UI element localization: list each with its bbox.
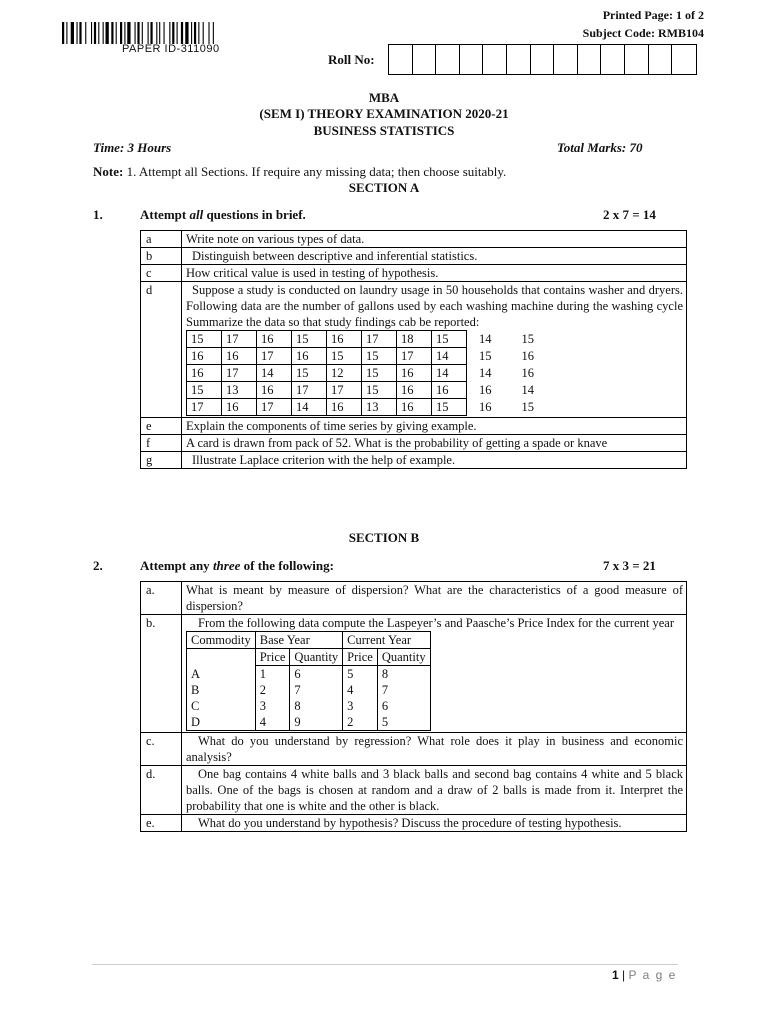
index-value: 3 (347, 699, 354, 713)
roll-digit-box[interactable] (578, 45, 602, 74)
data-cell: 15 (187, 331, 222, 348)
data-cell: 17 (187, 399, 222, 416)
data-cell: 16 (521, 348, 534, 363)
index-value: C (191, 698, 200, 713)
subject-code: Subject Code: RMB104 (582, 26, 704, 40)
page-word: P a g e (628, 968, 677, 982)
question-row-d: d. One bag contains 4 white balls and 3 black balls and second bag contains 4 white and 5 black balls. One of the bags is chosen at random and a draw of 2 balls is made from it. Interpret the probability that one is white and the other is black. (141, 766, 687, 815)
total-marks: Total Marks: 70 (557, 140, 643, 155)
index-value: 4 (259, 715, 266, 729)
index-value: 6 (294, 667, 301, 681)
program-title: MBA (368, 90, 400, 105)
question-text: What do you understand by regression? What role does it play in business and economic analysis? (182, 733, 687, 766)
col-base-quantity: Quantity (290, 649, 343, 666)
index-value: 3 (259, 699, 266, 713)
index-value: 8 (381, 667, 389, 681)
question-text: Suppose a study is conducted on laundry usage in 50 households that contains washer and dryers. Following data are the number of gallons used by each washing machine during the washing cycle Summarize the data so that study findings cab be reported: (186, 283, 683, 329)
data-cell: 15 (362, 348, 397, 365)
data-cell: 13 (222, 382, 257, 399)
index-value: 5 (347, 667, 354, 681)
data-cell: 16 (327, 331, 362, 348)
index-value: 7 (294, 683, 301, 697)
question-text: From the following data compute the Laspeyer’s and Paasche’s Price Index for the current year (198, 616, 674, 630)
index-value: 5 (381, 715, 389, 729)
question-1-marks: 2 x 7 = 14 (603, 207, 656, 222)
data-cell: 15 (432, 399, 467, 416)
index-value: 2 (259, 683, 266, 697)
col-current-price: Price (343, 649, 378, 666)
price-index-table (186, 631, 431, 731)
data-row (187, 331, 552, 348)
index-value: 6 (381, 699, 389, 713)
data-cell: 16 (397, 399, 432, 416)
question-row-c: c How critical value is used in testing of hypothesis. (141, 265, 687, 282)
roll-digit-box[interactable] (483, 45, 507, 74)
col-commodity: Commodity (187, 632, 256, 649)
data-cell: 14 (432, 365, 467, 382)
index-value: 9 (294, 715, 301, 729)
question-text: Explain the components of time series by giving example. (182, 418, 687, 435)
roll-digit-box[interactable] (413, 45, 437, 74)
question-text: Illustrate Laplace criterion with the help of example. (182, 452, 687, 469)
roll-digit-box[interactable] (507, 45, 531, 74)
data-cell: 17 (222, 331, 257, 348)
data-cell: 17 (397, 348, 432, 365)
roll-digit-box[interactable] (601, 45, 625, 74)
col-base-price: Price (255, 649, 290, 666)
data-cell: 15 (362, 365, 397, 382)
index-value: 1 (259, 667, 266, 681)
note (93, 164, 506, 180)
roll-digit-box[interactable] (554, 45, 578, 74)
question-text: One bag contains 4 white balls and 3 black balls and second bag contains 4 white and 5 black balls. One of the bags is chosen at random and a draw of 2 balls is made from it. Interpret the probability that one is white and the other is black. (182, 766, 687, 815)
question-row-e: e. What do you understand by hypothesis? Discuss the procedure of testing hypothesis. (141, 815, 687, 832)
page-number: 1 (612, 968, 619, 982)
data-cell: 17 (257, 348, 292, 365)
data-cell: 15 (187, 382, 222, 399)
roll-digit-box[interactable] (436, 45, 460, 74)
laundry-data-table (186, 330, 552, 416)
note-label: Note: (93, 164, 124, 179)
data-row (187, 382, 552, 399)
paper-id: PAPER ID-311090 (122, 43, 220, 55)
index-value: 8 (294, 699, 301, 713)
index-value: B (191, 682, 200, 697)
data-cell: 16 (222, 348, 257, 365)
exam-title: (SEM I) THEORY EXAMINATION 2020-21 (259, 106, 509, 121)
barcode (62, 22, 290, 44)
data-cell: 17 (222, 365, 257, 382)
data-cell: 15 (292, 331, 327, 348)
data-cell: 15 (479, 348, 492, 363)
data-row (187, 399, 552, 416)
question-text: Distinguish between descriptive and inferential statistics. (182, 248, 687, 265)
data-cell: 14 (257, 365, 292, 382)
page-footer (612, 968, 677, 982)
data-cell: 15 (327, 348, 362, 365)
question-row-b: b. From the following data compute the Laspeyer’s and Paasche’s Price Index for the current year Commodity Base Year Current Year Price Quantity Price Quantity A B C D 1 2 3 4 6 7 8 9 5 4 3 2 8 7 6 5 (141, 615, 687, 733)
question-row-c: c. What do you understand by regression? What role does it play in business and economic analysis? (141, 733, 687, 766)
data-cell: 15 (521, 331, 534, 346)
subject-title: BUSINESS STATISTICS (313, 123, 455, 138)
data-cell: 16 (432, 382, 467, 399)
roll-digit-box[interactable] (672, 45, 696, 74)
question-row-e: e Explain the components of time series by giving example. (141, 418, 687, 435)
roll-label: Roll No: (328, 52, 375, 67)
question-text: How critical value is used in testing of hypothesis. (182, 265, 687, 282)
index-value: A (191, 666, 201, 681)
data-cell: 16 (479, 399, 492, 414)
footer-separator: | (622, 968, 626, 982)
question-text: Write note on various types of data. (182, 231, 687, 248)
col-base-year: Base Year (255, 632, 342, 649)
index-value: 2 (347, 715, 354, 729)
question-1-heading: Attempt all questions in brief. (140, 207, 306, 222)
data-cell: 16 (292, 348, 327, 365)
data-cell: 15 (521, 399, 534, 414)
question-text: A card is drawn from pack of 52. What is the probability of getting a spade or knave (182, 435, 687, 452)
data-cell: 16 (187, 348, 222, 365)
index-value: 7 (381, 683, 389, 697)
data-cell: 16 (397, 365, 432, 382)
roll-digit-box[interactable] (649, 45, 673, 74)
data-row (187, 365, 552, 382)
question-2-heading: Attempt any three of the following: (140, 558, 334, 573)
question-2-number: 2. (93, 558, 103, 573)
data-cell: 17 (292, 382, 327, 399)
question-1-number: 1. (93, 207, 103, 222)
question-2-marks: 7 x 3 = 21 (603, 558, 656, 573)
data-cell: 16 (327, 399, 362, 416)
question-row-d: d Suppose a study is conducted on laundry usage in 50 households that contains washer and dryers. Following data are the number of gallons used by each washing machine during the washing cycle Summarize the data so that study findings cab be reported: 15 17 16 15 16 17 18 15 14 15 16 16 17 16 15 15 17 14 15 16 16 17 14 15 12 15 16 14 14 16 15 13 16 17 17 15 16 16 16 14 17 16 17 14 16 13 16 15 16 15 (141, 282, 687, 418)
data-cell: 16 (257, 331, 292, 348)
roll-digit-box[interactable] (531, 45, 555, 74)
roll-number-boxes[interactable] (388, 44, 697, 75)
roll-digit-box[interactable] (389, 45, 413, 74)
question-row-a: a Write note on various types of data. (141, 231, 687, 248)
section-b-table (140, 581, 687, 832)
col-current-quantity: Quantity (377, 649, 430, 666)
roll-digit-box[interactable] (625, 45, 649, 74)
data-row (187, 348, 552, 365)
data-cell: 16 (397, 382, 432, 399)
data-cell: 16 (521, 365, 534, 380)
question-row-b: b Distinguish between descriptive and inferential statistics. (141, 248, 687, 265)
data-cell: 14 (292, 399, 327, 416)
index-value: D (191, 714, 201, 729)
question-row-g: g Illustrate Laplace criterion with the help of example. (141, 452, 687, 469)
data-cell: 12 (327, 365, 362, 382)
data-cell: 16 (222, 399, 257, 416)
data-cell: 14 (521, 382, 534, 397)
printed-page: Printed Page: 1 of 2 (602, 8, 704, 22)
data-cell: 13 (362, 399, 397, 416)
data-cell: 15 (362, 382, 397, 399)
data-cell: 16 (187, 365, 222, 382)
section-a-heading: SECTION A (348, 180, 420, 195)
question-row-f: f A card is drawn from pack of 52. What is the probability of getting a spade or knave (141, 435, 687, 452)
data-cell: 17 (327, 382, 362, 399)
data-cell: 15 (292, 365, 327, 382)
note-text: 1. Attempt all Sections. If require any missing data; then choose suitably. (126, 164, 507, 179)
footer-divider (92, 964, 678, 965)
data-cell: 18 (397, 331, 432, 348)
data-cell: 14 (479, 331, 492, 346)
col-current-year: Current Year (343, 632, 430, 649)
data-cell: 16 (257, 382, 292, 399)
question-row-a: a. What is meant by measure of dispersion? What are the characteristics of a good measure of dispersion? (141, 582, 687, 615)
data-cell: 14 (432, 348, 467, 365)
question-text: What is meant by measure of dispersion? What are the characteristics of a good measure of dispersion? (182, 582, 687, 615)
roll-digit-box[interactable] (460, 45, 484, 74)
data-cell: 16 (479, 382, 492, 397)
data-cell: 15 (432, 331, 467, 348)
data-cell: 14 (479, 365, 492, 380)
time-allowed: Time: 3 Hours (93, 140, 172, 155)
question-text: What do you understand by hypothesis? Discuss the procedure of testing hypothesis. (182, 815, 687, 832)
data-cell: 17 (257, 399, 292, 416)
section-a-table (140, 230, 687, 469)
section-b-heading: SECTION B (348, 530, 420, 545)
index-value: 4 (347, 683, 354, 697)
data-cell: 17 (362, 331, 397, 348)
